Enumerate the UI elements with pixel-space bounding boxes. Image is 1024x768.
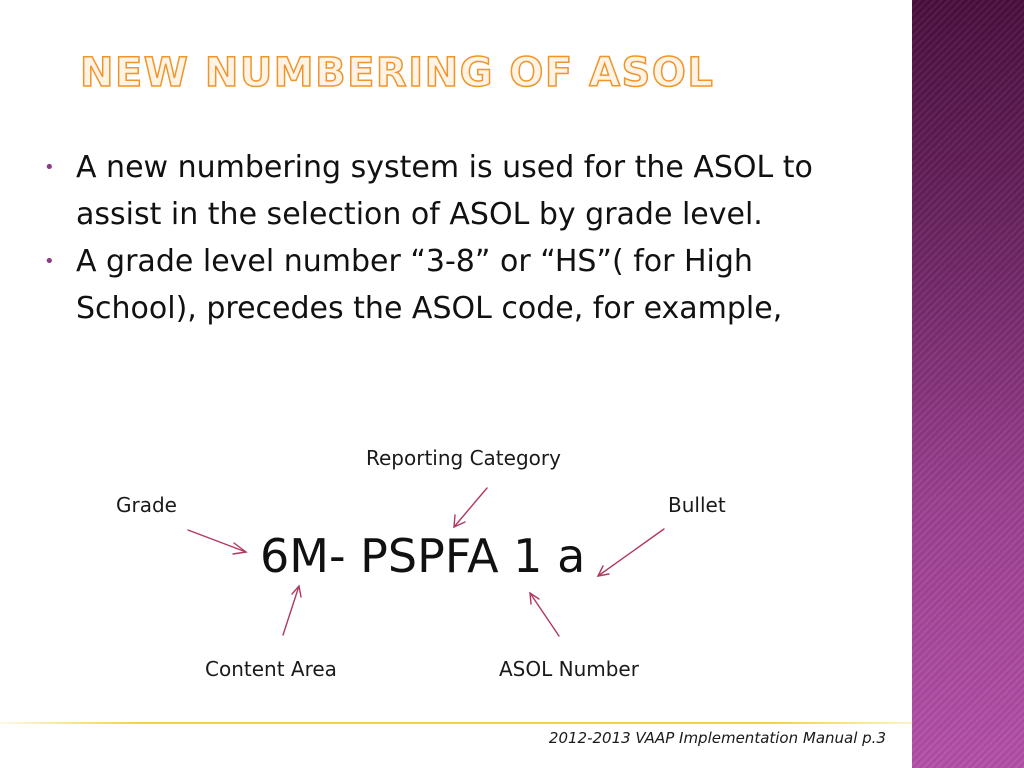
bullet-text: A grade level number “3-8” or “HS”( for High School), precedes the ASOL code, for example, xyxy=(76,244,783,326)
footer-citation: 2012-2013 VAAP Implementation Manual p.3 xyxy=(548,729,886,747)
label-grade: Grade xyxy=(116,493,177,517)
arrow-asol-number-icon xyxy=(530,593,559,636)
label-bullet: Bullet xyxy=(668,493,726,517)
bullet-dot-icon: • xyxy=(44,157,55,178)
footer-rule xyxy=(0,722,912,724)
label-reporting-category: Reporting Category xyxy=(366,446,561,470)
arrow-grade-icon xyxy=(188,530,246,554)
arrow-reporting-category-icon xyxy=(454,488,487,527)
arrow-content-area-icon xyxy=(283,586,301,635)
label-content-area: Content Area xyxy=(205,657,337,681)
asol-example-code: 6M- PSPFA 1 a xyxy=(260,529,586,583)
slide-title: NEW NUMBERING OF ASOL xyxy=(80,50,715,96)
bullet-dot-icon: • xyxy=(44,251,55,272)
arrow-bullet-icon xyxy=(598,529,664,576)
label-asol-number: ASOL Number xyxy=(499,657,639,681)
bullet-text: A new numbering system is used for the ASOL to assist in the selection of ASOL by grade level. xyxy=(76,150,813,232)
